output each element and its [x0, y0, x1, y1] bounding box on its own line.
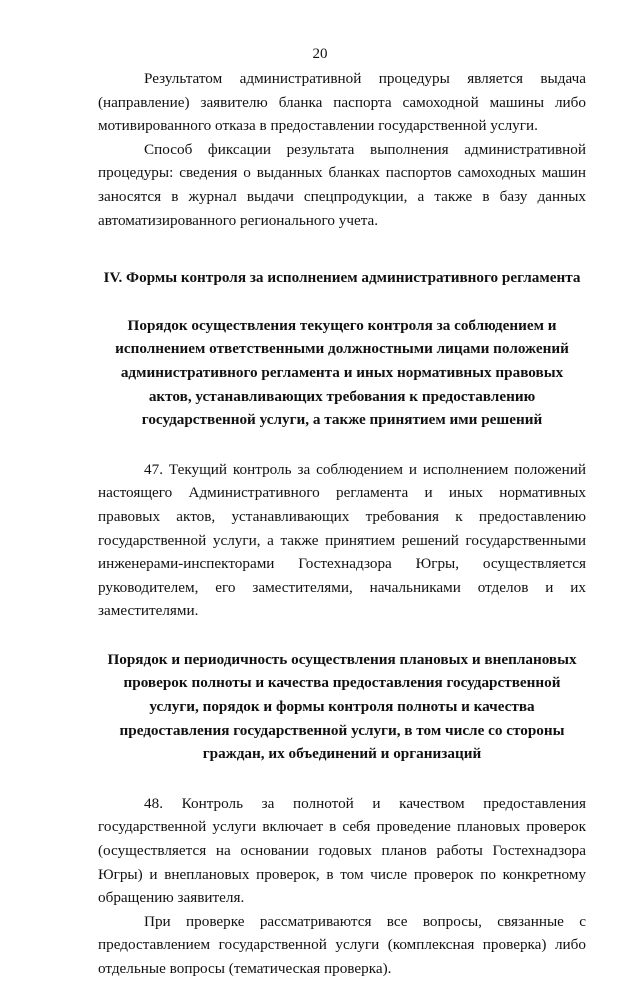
document-body	[98, 67, 586, 981]
fixation-method-paragraph: Способ фиксации результата выполнения административной процедуры: сведения о выданных бланках паспортов самоходных машин заносятся в журнал выдачи спецпродукции, а также в базу данных автоматизированного регионального учета.	[98, 140, 586, 229]
subheading-inspections: Порядок и периодичность осуществления плановых и внеплановых проверок полноты и качества предоставления государственной услуги, порядок и формы контроля полноты и качества предоставления государственной услуги, в том числе со стороны граждан, их объединений и организаций	[107, 650, 577, 763]
paragraph-47: 47. Текущий контроль за соблюдением и исполнением положений настоящего Административного регламента и иных нормативных правовых актов, устанавливающих требования к предоставлению государственной услуги, а также принятием решений государственными инженерами-инспекторами Гостехнадзора Югры, осуществляется руководителем, его заместителями, начальниками отделов и их заместителями.	[98, 460, 586, 620]
paragraph-48: 48. Контроль за полнотой и качеством предоставления государственной услуги включает в себя проведение плановых проверок (осуществляется на основании годовых планов работы Гостехнадзора Югры) и внеплановых проверок, в том числе проверок по конкретному обращению заявителя.	[98, 794, 586, 907]
paragraph-48-continued: При проверке рассматриваются все вопросы, связанные с предоставлением государственной услуги (комплексная проверка) либо отдельные вопросы (тематическая проверка).	[98, 912, 586, 977]
section-title: IV. Формы контроля за исполнением административного регламента	[103, 269, 581, 287]
page-number: 20	[312, 46, 328, 62]
subheading-current-control: Порядок осуществления текущего контроля за соблюдением и исполнением ответственными должностными лицами положений административного регламента и иных нормативных правовых актов, устанавливающих требования к предоставлению государственной услуги, а также принятием ими решений	[115, 316, 569, 429]
result-paragraph: Результатом административной процедуры является выдача (направление) заявителю бланка паспорта самоходной машины либо мотивированного отказа в предоставлении государственной услуги.	[98, 70, 586, 135]
